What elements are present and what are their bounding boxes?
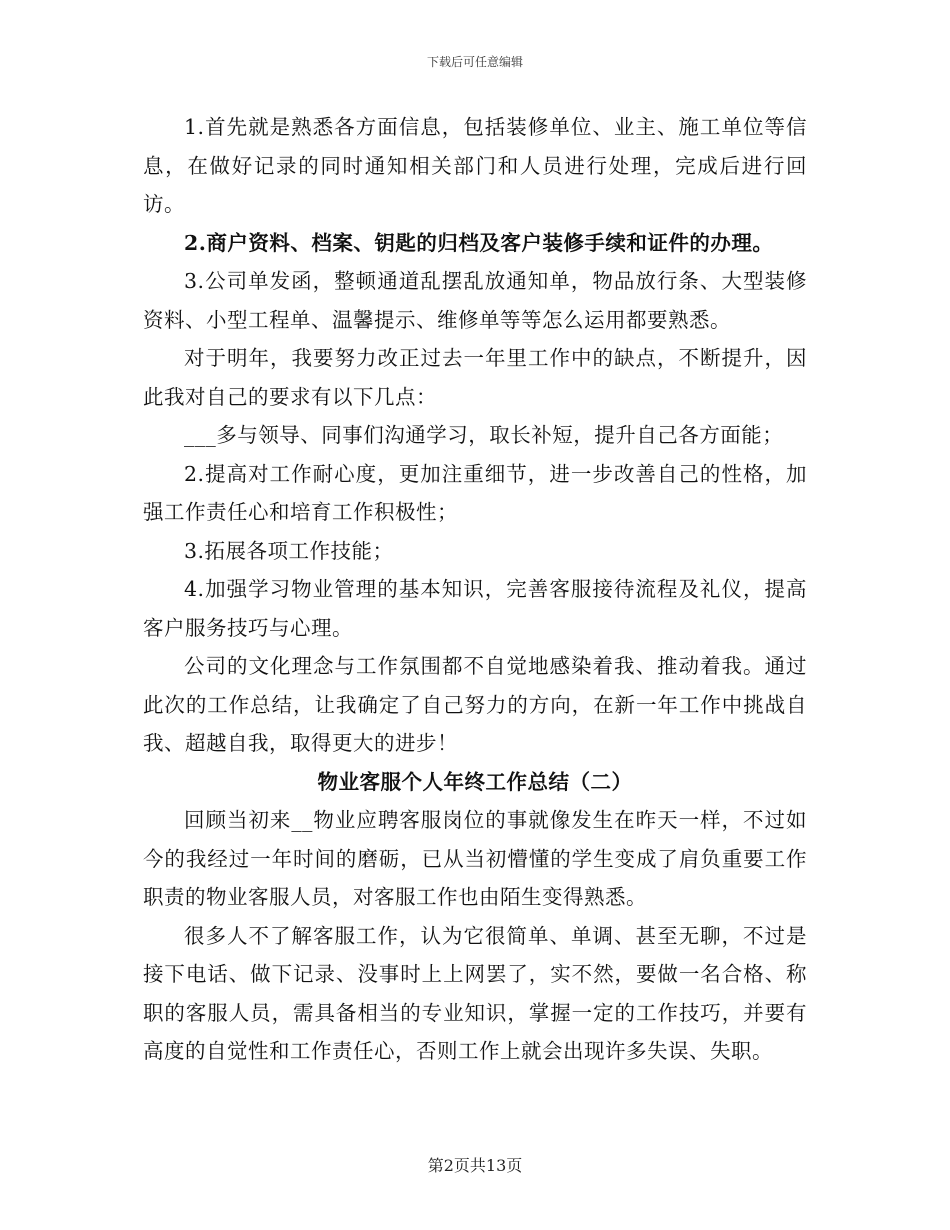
paragraph-goal-1: ___多与领导、同事们沟通学习，取长补短，提升自己各方面能； (184, 423, 784, 447)
paragraph-conclusion: 公司的文化理念与工作氛围都不自觉地感染着我、推动着我。通过此次的工作总结，让我确定了自己努力的方向，在新一年工作中挑战自我、超越自我，取得更大的进步！ (143, 654, 807, 755)
paragraph-goal-2: 2.提高对工作耐心度，更加注重细节，进一步改善自己的性格，加强工作责任心和培育工作积极性； (143, 461, 807, 524)
paragraph-review: 回顾当初来__物业应聘客服岗位的事就像发生在昨天一样，不过如今的我经过一年时间的磨砺，已从当初懵懂的学生变成了肩负重要工作职责的物业客服人员，对客服工作也由陌生变得熟悉。 (143, 808, 807, 909)
page-header-note: 下载后可任意编辑 (426, 55, 523, 69)
paragraph-goal-4: 4.加强学习物业管理的基本知识，完善客服接待流程及礼仪，提高客户服务技巧与心理。 (143, 577, 807, 640)
paragraph-item-3: 3.公司单发函，整顿通道乱摆乱放通知单，物品放行条、大型装修资料、小型工程单、温馨提示、维修单等等怎么运用都要熟悉。 (143, 269, 807, 332)
paragraph-customer-service: 很多人不了解客服工作，认为它很简单、单调、甚至无聊，不过是接下电话、做下记录、没事时上上网罢了，实不然，要做一名合格、称职的客服人员，需具备相当的专业知识，掌握一定的工作技巧，并要有高度的自觉性和工作责任心，否则工作上就会出现许多失误、失职。 (143, 923, 807, 1063)
section-title: 物业客服个人年终工作总结（二） (317, 769, 633, 794)
paragraph-item-1: 1.首先就是熟悉各方面信息，包括装修单位、业主、施工单位等信息，在做好记录的同时通知相关部门和人员进行处理，完成后进行回访。 (143, 115, 807, 216)
paragraph-item-2-bold: 2.商户资料、档案、钥匙的归档及客户装修手续和证件的办理。 (184, 230, 774, 255)
paragraph-goal-3: 3.拓展各项工作技能； (184, 538, 394, 563)
page-number-footer: 第2页共13页 (427, 1156, 523, 1175)
document-body (143, 108, 807, 1071)
paragraph-next-year: 对于明年，我要努力改正过去一年里工作中的缺点，不断提升，因此我对自己的要求有以下几点： (143, 346, 807, 409)
